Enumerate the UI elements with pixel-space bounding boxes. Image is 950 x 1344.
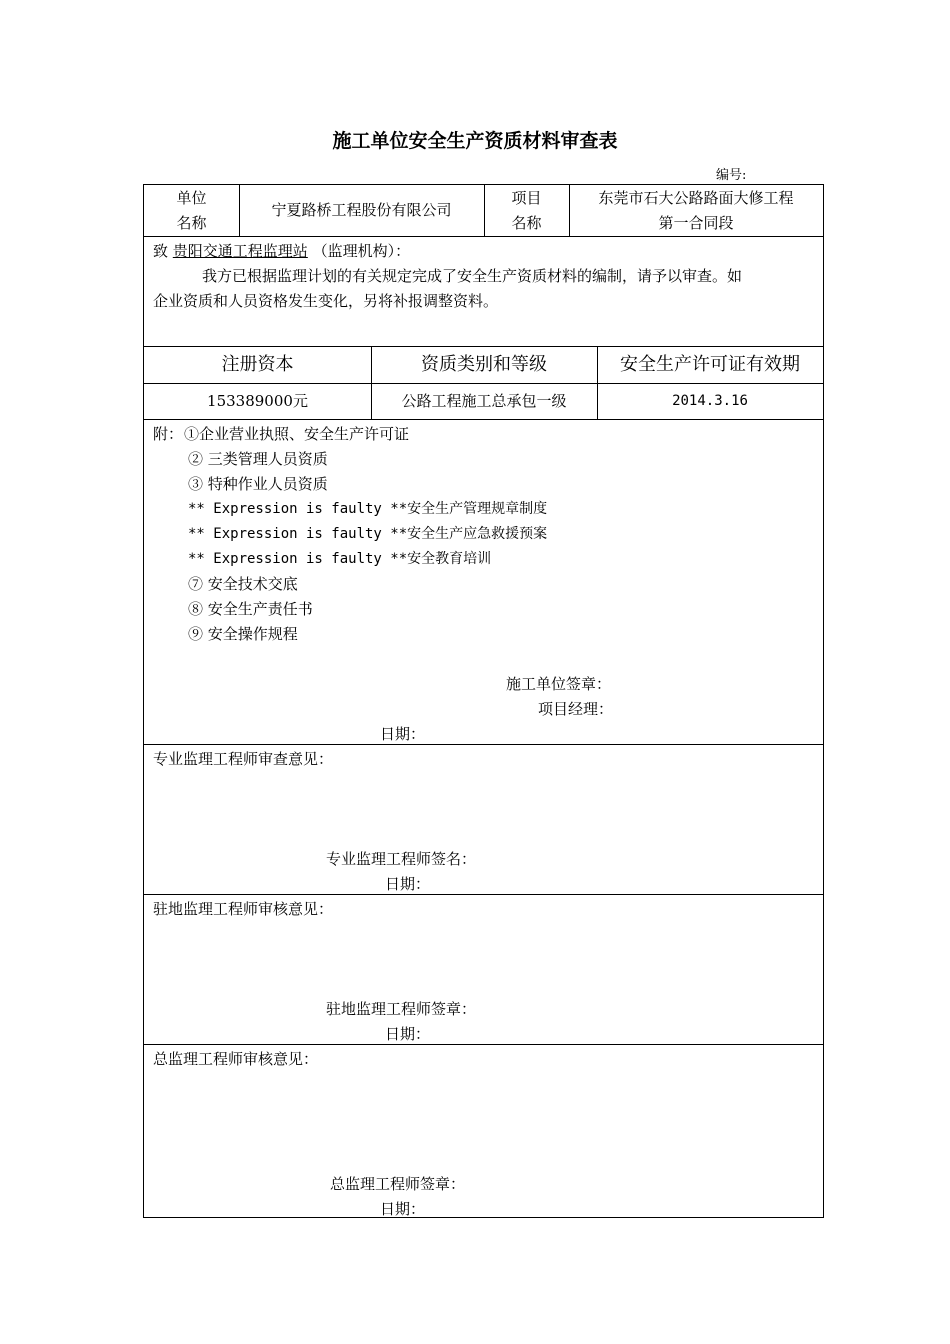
to-prefix: 致 bbox=[153, 242, 169, 260]
chief-date-label: 日期： bbox=[380, 1200, 426, 1218]
attachment-item: ⑧ 安全生产责任书 bbox=[188, 600, 313, 618]
safety-license-validity-value: 2014.3.16 bbox=[672, 392, 748, 409]
registered-capital-value: 153389000元 bbox=[207, 391, 308, 410]
resident-date-label: 日期： bbox=[385, 1025, 431, 1043]
recipient-name: 贵阳交通工程监理站 bbox=[172, 242, 308, 260]
unit-name-label bbox=[144, 185, 239, 236]
row-divider bbox=[144, 894, 823, 895]
row-divider bbox=[144, 419, 823, 420]
row-divider bbox=[144, 236, 823, 237]
project-name-line-2: 第一合同段 bbox=[658, 213, 734, 232]
specialist-date-label: 日期： bbox=[385, 875, 431, 893]
row-divider bbox=[144, 1044, 823, 1045]
attachments-prefix: 附： bbox=[153, 425, 184, 443]
contractor-seal-label: 施工单位签章： bbox=[506, 675, 612, 693]
registered-capital-header: 注册资本 bbox=[221, 354, 294, 375]
specialist-signature-label: 专业监理工程师签名： bbox=[326, 850, 477, 868]
attachment-item: ** Expression is faulty **安全生产应急救援预案 bbox=[188, 526, 548, 542]
qualification-grade-header: 资质类别和等级 bbox=[421, 354, 547, 375]
attachment-item: ⑦ 安全技术交底 bbox=[188, 575, 298, 593]
attachment-item: ①企业营业执照、安全生产许可证 bbox=[184, 425, 410, 443]
specialist-review-label: 专业监理工程师审查意见： bbox=[153, 750, 334, 768]
review-form-table bbox=[143, 184, 824, 1218]
resident-review-label: 驻地监理工程师审核意见： bbox=[153, 900, 334, 918]
letter-body-line-1: 我方已根据监理计划的有关规定完成了安全生产资质材料的编制，请予以审查。如 bbox=[202, 267, 743, 285]
recipient-suffix: （监理机构）： bbox=[312, 242, 411, 260]
contractor-date-label: 日期： bbox=[380, 725, 426, 743]
unit-label-line-1: 单位 bbox=[176, 188, 207, 207]
attachment-item: ⑨ 安全操作规程 bbox=[188, 625, 298, 643]
attachment-item: ** Expression is faulty **安全生产管理规章制度 bbox=[188, 501, 548, 517]
project-label-line-2: 名称 bbox=[511, 213, 542, 232]
letter-body-line-2: 企业资质和人员资格发生变化，另将补报调整资料。 bbox=[153, 292, 499, 310]
chief-signature-label: 总监理工程师签章： bbox=[330, 1175, 466, 1193]
attachment-item: ** Expression is faulty **安全教育培训 bbox=[188, 551, 492, 567]
form-title: 施工单位安全生产资质材料审查表 bbox=[332, 130, 618, 152]
document-number-label: 编号: bbox=[716, 168, 747, 183]
safety-license-validity-header: 安全生产许可证有效期 bbox=[620, 354, 800, 375]
project-name-label bbox=[484, 185, 569, 236]
qualification-grade-value: 公路工程施工总承包一级 bbox=[401, 391, 567, 410]
chief-review-label: 总监理工程师审核意见： bbox=[153, 1050, 319, 1068]
project-manager-label: 项目经理： bbox=[538, 700, 614, 718]
attachment-item: ② 三类管理人员资质 bbox=[188, 450, 328, 468]
project-name-line-1: 东莞市石大公路路面大修工程 bbox=[598, 188, 794, 207]
project-label-line-1: 项目 bbox=[511, 188, 542, 207]
unit-name-value: 宁夏路桥工程股份有限公司 bbox=[271, 201, 452, 219]
project-name-value bbox=[569, 185, 823, 236]
letter-addressee bbox=[153, 240, 410, 261]
row-divider bbox=[144, 744, 823, 745]
unit-label-line-2: 名称 bbox=[176, 213, 207, 232]
resident-signature-label: 驻地监理工程师签章： bbox=[326, 1000, 477, 1018]
attachment-item: ③ 特种作业人员资质 bbox=[188, 475, 328, 493]
